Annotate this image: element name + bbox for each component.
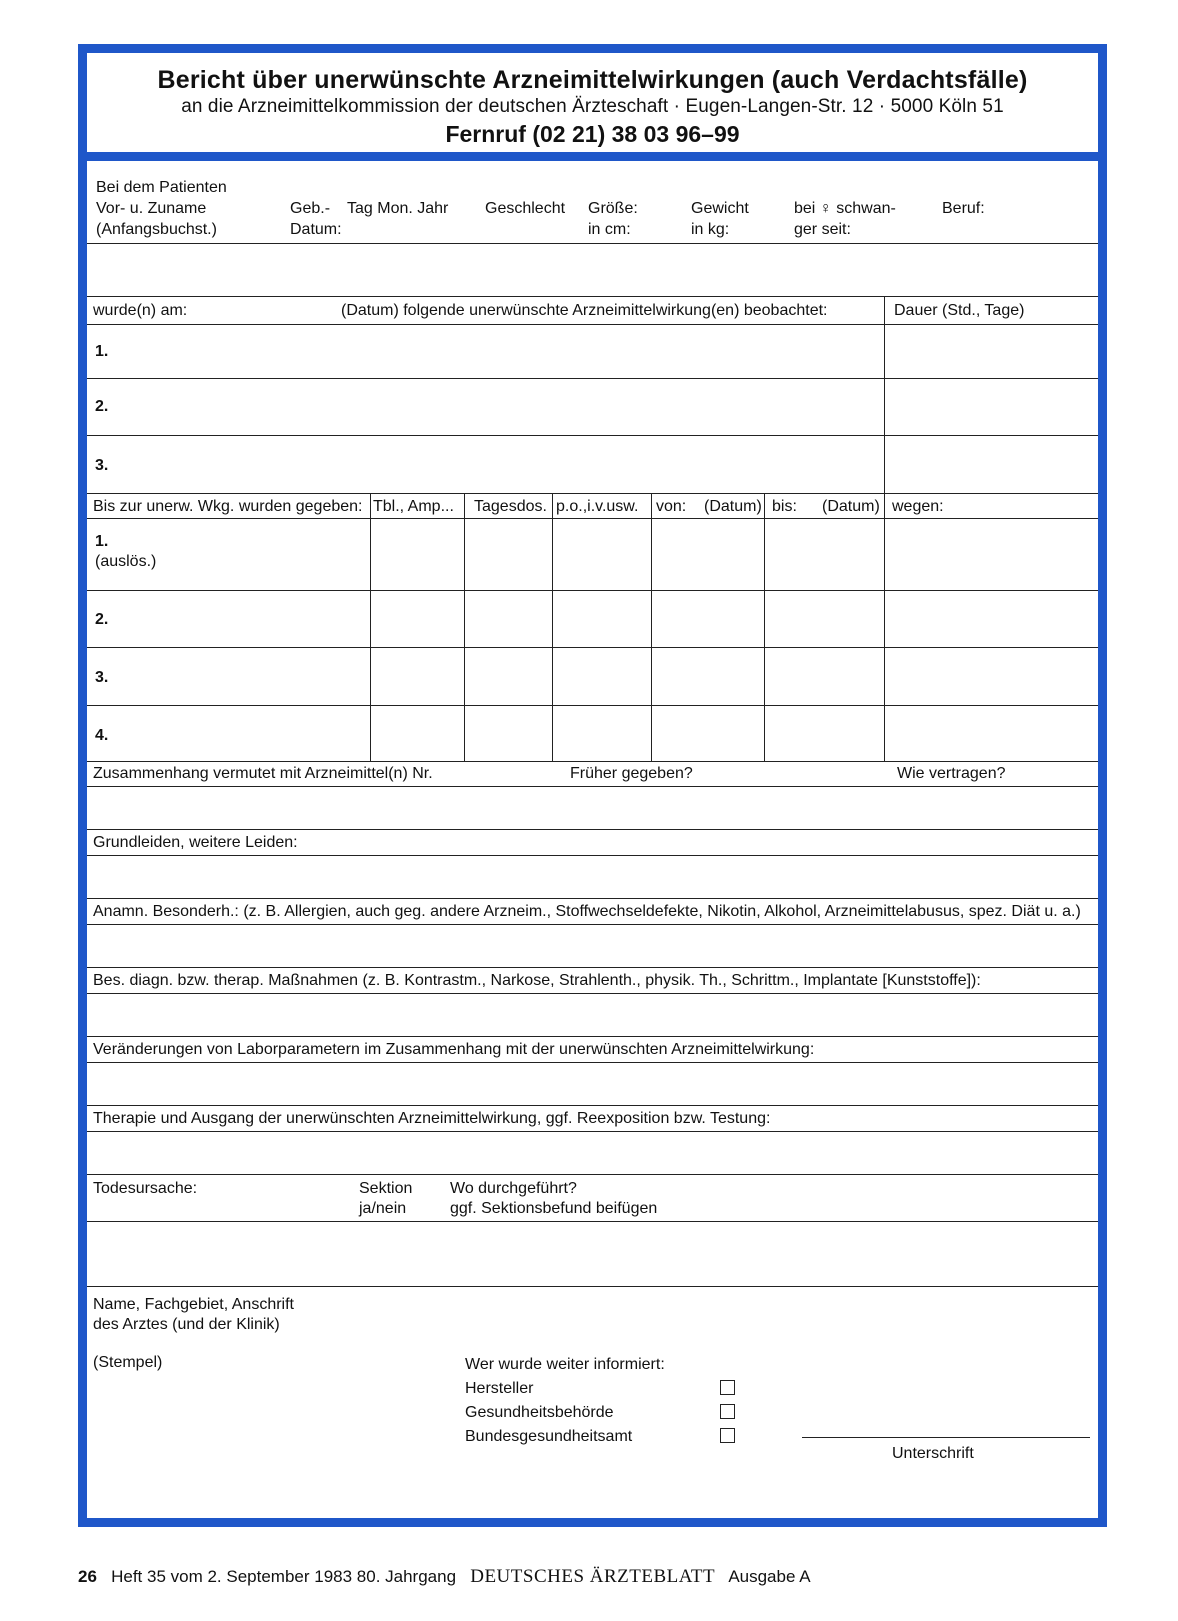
height-label: Größe: bbox=[588, 200, 638, 217]
divider bbox=[87, 518, 1098, 519]
page-number: 26 bbox=[78, 1567, 97, 1586]
divider bbox=[87, 761, 1098, 762]
diseases-label: Grundleiden, weitere Leiden: bbox=[93, 834, 298, 851]
edition: Ausgabe A bbox=[728, 1567, 811, 1586]
from-label: von: bbox=[656, 498, 687, 515]
form-phone: Fernruf (02 21) 38 03 96–99 bbox=[445, 121, 740, 147]
form-header bbox=[87, 53, 1098, 161]
name-label: Vor- u. Zuname bbox=[96, 200, 207, 217]
checkbox-manufacturer[interactable] bbox=[720, 1380, 735, 1395]
divider bbox=[87, 1221, 1098, 1222]
informed-label: Wer wurde weiter informiert: bbox=[465, 1356, 665, 1373]
weight-label: Gewicht bbox=[691, 200, 749, 217]
option-manufacturer-label: Hersteller bbox=[465, 1380, 534, 1397]
patient-input-row[interactable] bbox=[87, 244, 1098, 296]
anamnesis-label: Anamn. Besonderh.: (z. B. Allergien, auch geg. andere Arzneim., Stoffwechseldefekte, Nikotin, Alkohol, Arzneimittelabusus, spez. Diät u. a.) bbox=[93, 903, 1081, 920]
form-title: Bericht über unerwünschte Arzneimittelwirkungen (auch Verdachtsfälle) bbox=[157, 66, 1028, 94]
divider bbox=[87, 1036, 1098, 1037]
pregnancy-since-label: ger seit: bbox=[794, 221, 851, 238]
drug-row-1-trigger: (auslös.) bbox=[95, 553, 157, 570]
reaction-row-3: 3. bbox=[95, 457, 109, 474]
divider bbox=[87, 590, 1098, 591]
pregnancy-label: bei ♀ schwan- bbox=[794, 200, 896, 217]
column-line bbox=[651, 493, 652, 761]
drug-row-1: 1. bbox=[95, 533, 109, 550]
weight-unit-label: in kg: bbox=[691, 221, 730, 238]
divider bbox=[87, 296, 1098, 297]
autopsy-label: Sektion bbox=[359, 1180, 413, 1197]
doctor-name-label: Name, Fachgebiet, Anschrift bbox=[93, 1296, 294, 1313]
form-address: an die Arzneimittelkommission der deutschen Ärzteschaft · Eugen-Langen-Str. 12 · 5000 Köln 51 bbox=[181, 96, 1004, 117]
suspected-drug-label: Zusammenhang vermutet mit Arzneimittel(n) Nr. bbox=[93, 765, 433, 782]
duration-column-line bbox=[884, 297, 885, 493]
column-line bbox=[370, 493, 371, 761]
autopsy-where-label: Wo durchgeführt? bbox=[450, 1180, 577, 1197]
tablets-label: Tbl., Amp... bbox=[373, 498, 454, 515]
stamp-label: (Stempel) bbox=[93, 1354, 163, 1371]
divider bbox=[87, 967, 1098, 968]
page-footer bbox=[78, 1566, 811, 1588]
issue-info: Heft 35 vom 2. September 1983 80. Jahrgang bbox=[111, 1567, 457, 1586]
tolerance-label: Wie vertragen? bbox=[897, 765, 1006, 782]
column-line bbox=[552, 493, 553, 761]
divider bbox=[87, 829, 1098, 830]
checkbox-health-authority[interactable] bbox=[720, 1404, 735, 1419]
reaction-row-2: 2. bbox=[95, 398, 109, 415]
to-label: bis: bbox=[772, 498, 797, 515]
daily-dose-label: Tagesdos. bbox=[474, 498, 547, 515]
to-date-label: (Datum) bbox=[822, 498, 880, 515]
divider bbox=[87, 1105, 1098, 1106]
divider bbox=[87, 993, 1098, 994]
route-label: p.o.,i.v.usw. bbox=[556, 498, 639, 515]
measures-label: Bes. diagn. bzw. therap. Maßnahmen (z. B. Kontrastm., Narkose, Strahlenth., physik. Th., Schrittm., Implantate [Kunststoffe]): bbox=[93, 972, 981, 989]
birth-date-label: Datum: bbox=[290, 221, 342, 238]
journal-name: DEUTSCHES ÄRZTEBLATT bbox=[470, 1566, 716, 1587]
divider bbox=[87, 493, 1098, 494]
divider bbox=[87, 705, 1098, 706]
divider bbox=[87, 1062, 1098, 1063]
divider bbox=[87, 855, 1098, 856]
divider bbox=[87, 647, 1098, 648]
height-unit-label: in cm: bbox=[588, 221, 631, 238]
column-line bbox=[764, 493, 765, 761]
duration-label: Dauer (Std., Tage) bbox=[894, 302, 1025, 319]
report-form bbox=[78, 44, 1107, 1527]
reason-label: wegen: bbox=[892, 498, 944, 515]
divider bbox=[87, 898, 1098, 899]
divider bbox=[87, 1131, 1098, 1132]
checkbox-federal-office[interactable] bbox=[720, 1428, 735, 1443]
divider bbox=[87, 435, 1098, 436]
drug-row-2: 2. bbox=[95, 611, 109, 628]
therapy-label: Therapie und Ausgang der unerwünschten Arzneimittelwirkung, ggf. Reexposition bzw. Testung: bbox=[93, 1110, 771, 1127]
divider bbox=[87, 1174, 1098, 1175]
drugs-given-label: Bis zur unerw. Wkg. wurden gegeben: bbox=[93, 498, 363, 515]
birth-label: Geb.- bbox=[290, 200, 331, 217]
drug-row-4: 4. bbox=[95, 727, 109, 744]
autopsy-report-label: ggf. Sektionsbefund beifügen bbox=[450, 1200, 658, 1217]
signature-label: Unterschrift bbox=[892, 1445, 974, 1462]
drug-row-3: 3. bbox=[95, 669, 109, 686]
sex-label: Geschlecht bbox=[485, 200, 566, 217]
divider bbox=[87, 378, 1098, 379]
earlier-given-label: Früher gegeben? bbox=[570, 765, 693, 782]
divider bbox=[87, 924, 1098, 925]
observed-on-label: wurde(n) am: bbox=[93, 302, 188, 319]
column-line bbox=[884, 493, 885, 761]
date-parts-label: Tag Mon. Jahr bbox=[347, 200, 449, 217]
observed-text-label: (Datum) folgende unerwünschte Arzneimittelwirkung(en) beobachtet: bbox=[341, 302, 828, 319]
doctor-address-label: des Arztes (und der Klinik) bbox=[93, 1316, 280, 1333]
divider bbox=[87, 324, 1098, 325]
initials-label: (Anfangsbuchst.) bbox=[96, 221, 217, 238]
reaction-row-1: 1. bbox=[95, 343, 109, 360]
option-federal-office-label: Bundesgesundheitsamt bbox=[465, 1428, 633, 1445]
from-date-label: (Datum) bbox=[704, 498, 762, 515]
occupation-label: Beruf: bbox=[942, 200, 985, 217]
column-line bbox=[464, 493, 465, 761]
signature-line[interactable] bbox=[802, 1437, 1090, 1438]
autopsy-yes-no-label: ja/nein bbox=[359, 1200, 407, 1217]
cause-of-death-label: Todesursache: bbox=[93, 1180, 198, 1197]
patient-label: Bei dem Patienten bbox=[96, 179, 227, 196]
option-health-authority-label: Gesundheitsbehörde bbox=[465, 1404, 614, 1421]
lab-label: Veränderungen von Laborparametern im Zusammenhang mit der unerwünschten Arzneimittelwirkung: bbox=[93, 1041, 815, 1058]
divider bbox=[87, 786, 1098, 787]
divider bbox=[87, 1286, 1098, 1287]
